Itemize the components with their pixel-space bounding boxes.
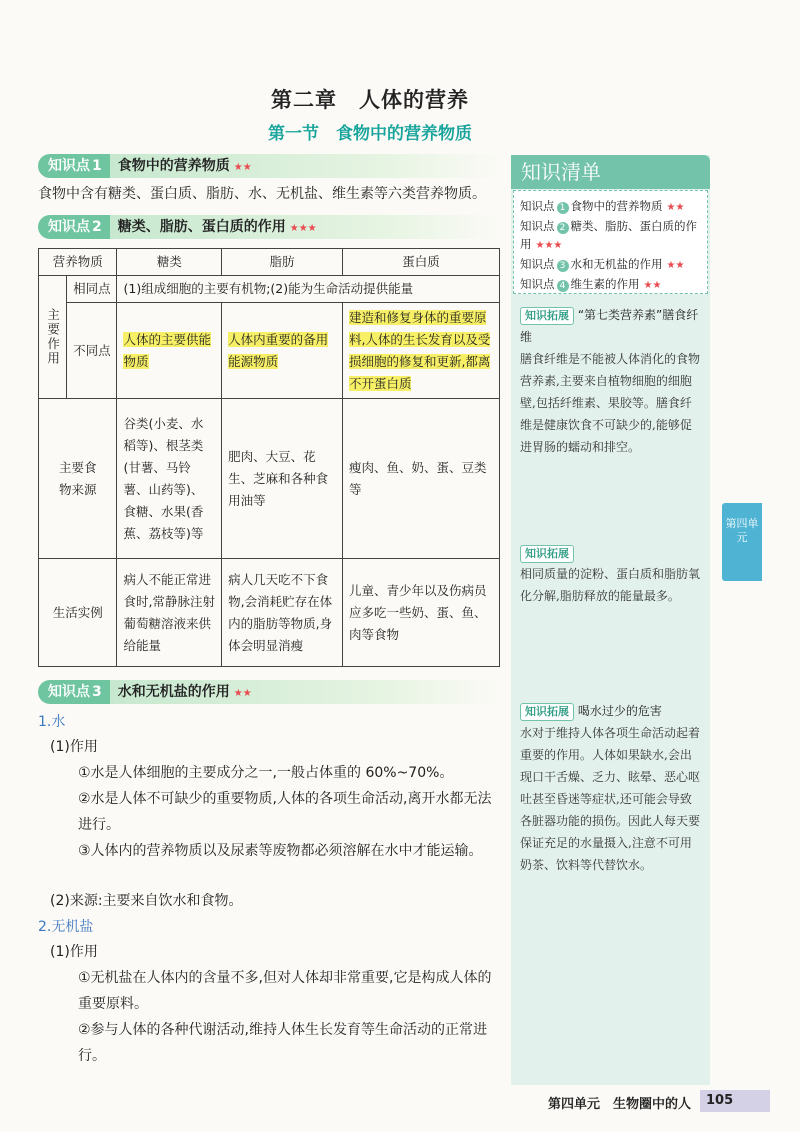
row-label-main-role: 主要作用 xyxy=(39,276,67,399)
list-item: 知识点 4 维生素的作用 ★★ xyxy=(520,277,662,291)
table-row xyxy=(39,303,500,399)
row-label-source: 主要食物来源 xyxy=(39,399,117,559)
salt-role-heading: (1)作用 xyxy=(50,944,98,960)
section-title: 第一节 食物中的营养物质 xyxy=(268,124,472,144)
unit-side-tab: 第四单元 xyxy=(722,503,762,581)
salt-point-1: ①无机盐在人体内的含量不多,但对人体却非常重要,它是构成人体的重要原料。 xyxy=(78,970,492,1012)
extension-body: 水对于维持人体各项生命活动起着重要的作用。人体如果缺水,会出现口干舌燥、乏力、眩晕、恶心呕吐甚至昏迷等症状,还可能会导致各脏器功能的损伤。因此人每天要保证充足的水量摄入,注意不可用奶茶、饮料等代替饮水。 xyxy=(520,726,701,872)
extension-box-energy xyxy=(520,541,702,607)
water-point-1: ①水是人体细胞的主要成分之一,一般占体重的 60%~70%。 xyxy=(78,765,454,781)
table-row xyxy=(39,559,500,667)
cell-example-carb: 病人不能正常进食时,常静脉注射葡萄糖溶液来供给能量 xyxy=(117,559,222,667)
water-point-3: ③人体内的营养物质以及尿素等废物都必须溶解在水中才能运输。 xyxy=(78,843,483,859)
extension-tag: 知识拓展 xyxy=(520,307,574,325)
water-heading: 1.水 xyxy=(38,714,66,730)
extension-box-water xyxy=(520,700,702,876)
list-item: 知识点 2 糖类、脂肪、蛋白质的作用 ★★★ xyxy=(520,219,697,251)
kp-tag: 知识点 2 xyxy=(38,215,110,239)
cell-source-protein: 瘦肉、鱼、奶、蛋、豆类等 xyxy=(342,399,499,559)
water-role-heading: (1)作用 xyxy=(50,739,98,755)
salt-point-2: ②参与人体的各种代谢活动,维持人体生长发育等生命活动的正常进行。 xyxy=(78,1022,487,1064)
cell-example-fat: 病人几天吃不下食物,会消耗贮存在体内的脂肪等物质,身体会明显消瘦 xyxy=(222,559,343,667)
extension-body: 相同质量的淀粉、蛋白质和脂肪氧化分解,脂肪释放的能量最多。 xyxy=(520,567,701,603)
row-label-example: 生活实例 xyxy=(39,559,117,667)
extension-title: 喝水过少的危害 xyxy=(577,704,662,718)
star-rating: ★★ xyxy=(233,688,252,699)
chapter-title: 第二章 人体的营养 xyxy=(271,88,469,112)
star-rating: ★★★ xyxy=(289,223,317,234)
cell-example-protein: 儿童、青少年以及伤病员应多吃一些奶、蛋、鱼、肉等食物 xyxy=(342,559,499,667)
knowledge-point-3-header xyxy=(38,680,500,704)
knowledge-point-2-header xyxy=(38,215,500,239)
cell-source-carb: 谷类(小麦、水稻等)、根茎类(甘薯、马铃薯、山药等)、食糖、水果(香蕉、荔枝等)等 xyxy=(117,399,222,559)
row-label-diff: 不同点 xyxy=(67,303,117,399)
extension-body: 膳食纤维是不能被人体消化的食物营养素,主要来自植物细胞的细胞壁,包括纤维素、果胶等。膳食纤维是健康饮食不可缺少的,能够促进胃肠的蠕动和排空。 xyxy=(520,352,701,454)
extension-tag: 知识拓展 xyxy=(520,703,574,721)
knowledge-point-1-header xyxy=(38,154,500,178)
cell-diff-protein: 建造和修复身体的重要原料,人体的生长发育以及受损细胞的修复和更新,都离不开蛋白质 xyxy=(342,303,499,399)
table-header: 脂肪 xyxy=(222,249,343,276)
page-number: 105 xyxy=(700,1090,770,1112)
salt-heading: 2.无机盐 xyxy=(38,919,94,935)
table-row xyxy=(39,399,500,559)
knowledge-list-title: 知识清单 xyxy=(511,155,710,189)
same-text: (1)组成细胞的主要有机物;(2)能为生命活动提供能量 xyxy=(117,276,500,303)
extension-tag: 知识拓展 xyxy=(520,545,574,563)
footer-unit-title: 第四单元 生物圈中的人 xyxy=(548,1097,692,1112)
cell-source-fat: 肥肉、大豆、花生、芝麻和各种食用油等 xyxy=(222,399,343,559)
list-item: 知识点 1 食物中的营养物质 ★★ xyxy=(520,199,685,213)
table-row xyxy=(39,276,500,303)
kp-title: 糖类、脂肪、蛋白质的作用 ★★★ xyxy=(110,215,500,239)
kp-tag: 知识点 1 xyxy=(38,154,110,178)
row-label-same: 相同点 xyxy=(67,276,117,303)
nutrient-comparison-table xyxy=(38,248,500,667)
list-item: 知识点 3 水和无机盐的作用 ★★ xyxy=(520,257,685,271)
water-point-2: ②水是人体不可缺少的重要物质,人体的各项生命活动,离开水都无法进行。 xyxy=(78,791,492,833)
extension-title: “第七类营养素”膳食纤维 xyxy=(520,308,699,344)
extension-box-fiber xyxy=(520,304,702,458)
knowledge-list xyxy=(513,190,708,294)
table-header-row xyxy=(39,249,500,276)
kp1-text: 食物中含有糖类、蛋白质、脂肪、水、无机盐、维生素等六类营养物质。 xyxy=(38,186,486,202)
cell-diff-carb: 人体的主要供能物质 xyxy=(117,303,222,399)
kp-tag: 知识点 3 xyxy=(38,680,110,704)
table-header: 营养物质 xyxy=(39,249,117,276)
table-header: 蛋白质 xyxy=(342,249,499,276)
kp-title: 水和无机盐的作用 ★★ xyxy=(110,680,500,704)
star-rating: ★★ xyxy=(233,162,252,173)
table-header: 糖类 xyxy=(117,249,222,276)
kp-title: 食物中的营养物质 ★★ xyxy=(110,154,500,178)
water-source: (2)来源:主要来自饮水和食物。 xyxy=(50,893,243,909)
cell-diff-fat: 人体内重要的备用能源物质 xyxy=(222,303,343,399)
